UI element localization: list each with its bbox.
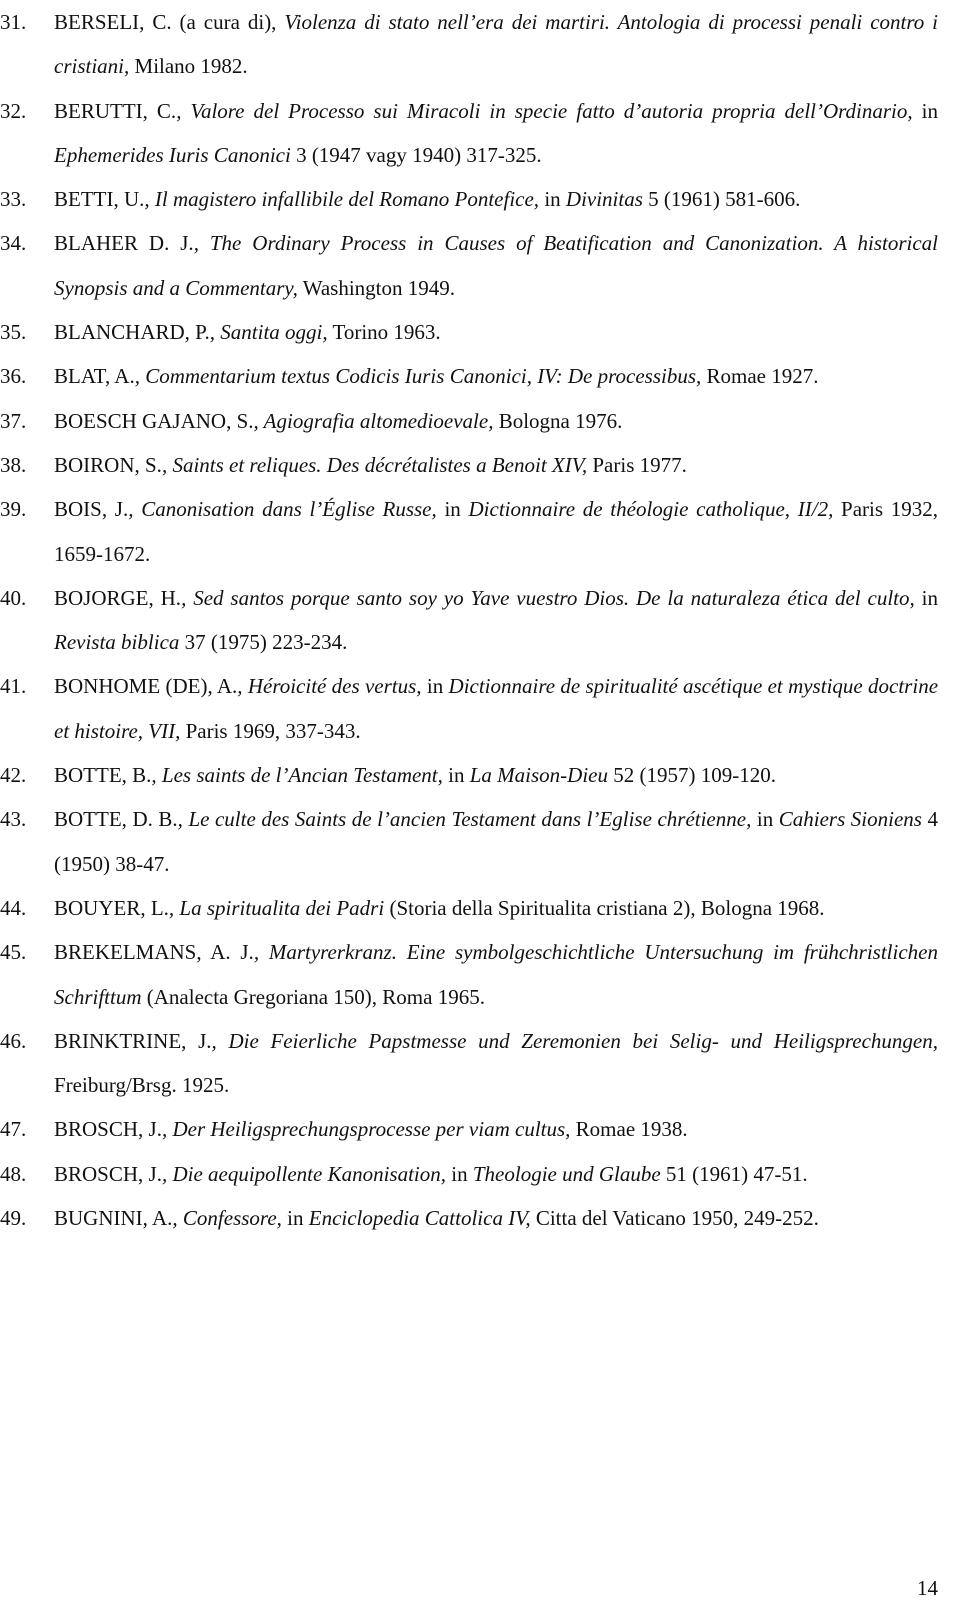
citation-text: BERSELI, C. (a cura di), <box>54 10 285 34</box>
citation-title-text: Dictionnaire de théologie catholique, II/2, <box>468 497 834 522</box>
citation-text: Bologna 1976. <box>493 408 623 433</box>
citation-text: BRINKTRINE, J. <box>54 1028 212 1053</box>
entry-number: 48. <box>0 1161 27 1186</box>
entry-citation <box>54 177 938 221</box>
entry-number: 36. <box>0 364 27 389</box>
citation-title-text: , Le culte des Saints de l’ancien Testament dans l’Eglise chrétienne, <box>177 807 752 832</box>
citation-title-text: Violenza di stato nell’era dei martiri. Antologia di processi penali contro i cristiani, <box>54 10 939 79</box>
bibliography-entry <box>0 310 960 354</box>
bibliography-entry <box>0 576 960 665</box>
citation-title-text: , Canonisation dans l’Église Russe, <box>128 497 437 522</box>
entry-number: 46. <box>0 1028 27 1053</box>
bibliography-entry <box>0 487 960 576</box>
citation-text: 52 (1957) 109-120. <box>607 763 776 788</box>
citation-text: in <box>436 497 469 522</box>
citation-text: BOESCH GAJANO, S. <box>54 408 254 433</box>
entry-number: 49. <box>0 1206 27 1231</box>
citation-title-text: , Santita oggi, <box>209 320 328 345</box>
citation-text: in <box>914 585 938 610</box>
bibliography-entry <box>0 886 960 930</box>
citation-text: in <box>539 187 566 212</box>
entry-citation <box>54 0 938 89</box>
citation-title-text: , Héroicité des vertus, <box>237 674 422 699</box>
bibliography-entry <box>0 1107 960 1151</box>
entry-number: 33. <box>0 187 27 212</box>
citation-title-text: , Agiografia altomedioevale, <box>253 408 494 433</box>
entry-citation <box>54 797 938 886</box>
citation-text: BUGNINI, A. <box>54 1206 173 1231</box>
citation-text: in <box>442 763 470 788</box>
entry-citation <box>54 221 938 310</box>
citation-text: Romae 1938. <box>570 1117 688 1142</box>
citation-title-text: La Maison-Dieu <box>469 763 608 788</box>
entry-citation <box>54 354 938 398</box>
citation-title-text: , Saints et reliques. Des décrétalistes a Benoit XIV, <box>161 452 588 477</box>
entry-number: 44. <box>0 895 27 920</box>
citation-title-text: , Confessore, <box>172 1206 282 1231</box>
citation-text: Freiburg/Brsg. 1925. <box>54 1073 230 1098</box>
citation-text: 51 (1961) 47-51. <box>660 1161 808 1186</box>
entry-citation <box>54 310 938 354</box>
entry-number: 32. <box>0 98 27 123</box>
entry-citation <box>54 664 938 753</box>
citation-title-text: Cahiers Sioniens <box>778 807 922 832</box>
entry-citation <box>54 1152 938 1196</box>
citation-text: BLANCHARD, P. <box>54 320 210 345</box>
citation-text: Washington 1949. <box>297 275 455 300</box>
citation-title-text: , Sed santos porque santo soy yo Yave vuestro Dios. De la naturaleza ética del culto, <box>181 585 915 610</box>
citation-title-text: Ephemerides Iuris Canonici <box>54 142 291 167</box>
citation-title-text: , La spiritualita dei Padri <box>168 895 385 920</box>
entry-number: 43. <box>0 807 27 832</box>
citation-text: BOIRON, S. <box>54 452 162 477</box>
citation-title-text: , Die aequipollente Kanonisation, <box>161 1161 447 1186</box>
citation-text: (Storia della Spiritualita cristiana 2), Bologna 1968. <box>384 895 825 920</box>
citation-title-text: Revista biblica <box>54 630 180 655</box>
bibliography-entry <box>0 0 960 89</box>
entry-citation <box>54 443 938 487</box>
bibliography-entry <box>0 1196 960 1240</box>
citation-title-text: , Commentarium textus Codicis Iuris Canonici, IV: De processibus, <box>134 364 702 389</box>
citation-title-text: , Martyrerkranz. Eine symbolgeschichtliche Untersuchung im frühchristlichen Schrifttum <box>54 940 938 1009</box>
entry-number: 47. <box>0 1117 27 1142</box>
entry-number: 34. <box>0 231 27 256</box>
citation-title-text: , Les saints de l’Ancian Testament, <box>151 763 443 788</box>
citation-text: 37 (1975) 223-234. <box>179 630 348 655</box>
citation-text: BROSCH, J. <box>54 1117 162 1142</box>
citation-title-text: , Valore del Processo sui Miracoli in specie fatto d’autoria propria dell’Ordinario, <box>176 98 913 123</box>
bibliography-entry <box>0 1019 960 1108</box>
citation-text: BOTTE, B. <box>54 763 152 788</box>
entry-citation <box>54 930 938 1019</box>
citation-text: BREKELMANS, A. J. <box>54 940 254 965</box>
citation-text: BOJORGE, H. <box>54 585 182 610</box>
citation-title-text: , Die Feierliche Papstmesse und Zeremonien bei Selig- und Heiligsprechungen, <box>211 1028 938 1053</box>
bibliography-entry <box>0 177 960 221</box>
citation-text: 4 (1950) 38-47. <box>54 807 939 876</box>
citation-text: BOTTE, D. B. <box>54 807 178 832</box>
citation-text: BLAHER D. J. <box>54 231 194 256</box>
entry-citation <box>54 1196 938 1240</box>
citation-text: 5 (1961) 581-606. <box>642 187 801 212</box>
citation-text: Milano 1982. <box>129 54 248 79</box>
citation-title-text: Theologie und Glaube <box>472 1161 661 1186</box>
entry-citation <box>54 576 938 665</box>
citation-title-text: , Der Heiligsprechungsprocesse per viam cultus, <box>161 1117 571 1142</box>
entry-number: 41. <box>0 674 27 699</box>
entry-number: 35. <box>0 320 27 345</box>
citation-text: BOIS, J. <box>54 497 129 522</box>
entry-citation <box>54 399 938 443</box>
page-number: 14 <box>917 1576 938 1600</box>
citation-text: BETTI, U. <box>54 187 145 212</box>
citation-text: BONHOME (DE), A. <box>54 674 238 699</box>
bibliography-entry <box>0 399 960 443</box>
bibliography-entry <box>0 664 960 753</box>
bibliography-entry <box>0 1152 960 1196</box>
entry-citation <box>54 753 938 797</box>
citation-text: (Analecta Gregoriana 150), Roma 1965. <box>141 984 485 1009</box>
entry-citation <box>54 487 938 576</box>
entry-citation <box>54 886 938 930</box>
entry-number: 37. <box>0 408 27 433</box>
citation-text: Paris 1932, 1659-1672. <box>54 497 938 566</box>
citation-text: Paris 1969, 337-343. <box>180 718 361 743</box>
bibliography-entry <box>0 930 960 1019</box>
entry-number: 40. <box>0 585 27 610</box>
citation-text: in <box>912 98 938 123</box>
entry-citation <box>54 1019 938 1108</box>
citation-title-text: , Il magistero infallibile del Romano Pontefice, <box>144 187 540 212</box>
entry-citation <box>54 89 938 178</box>
citation-text: Citta del Vaticano 1950, 249-252. <box>530 1206 819 1231</box>
citation-title-text: , The Ordinary Process in Causes of Beatification and Canonization. A historical Synopsis and a Commentary, <box>54 231 938 300</box>
bibliography-entry <box>0 354 960 398</box>
citation-text: Romae 1927. <box>701 364 819 389</box>
citation-text: BERUTTI, C. <box>54 98 177 123</box>
entry-number: 42. <box>0 763 27 788</box>
citation-text: BLAT, A. <box>54 364 135 389</box>
citation-text: BOUYER, L. <box>54 895 169 920</box>
citation-text: in <box>446 1161 473 1186</box>
entry-number: 38. <box>0 452 27 477</box>
citation-text: Torino 1963. <box>327 320 441 345</box>
citation-title-text: Enciclopedia Cattolica IV, <box>308 1206 531 1231</box>
citation-title-text: Divinitas <box>565 187 643 212</box>
citation-text: 3 (1947 vagy 1940) 317-325. <box>290 142 542 167</box>
entry-number: 39. <box>0 497 27 522</box>
citation-text: BROSCH, J. <box>54 1161 162 1186</box>
entry-number: 45. <box>0 940 27 965</box>
citation-text: in <box>421 674 449 699</box>
bibliography-entry <box>0 221 960 310</box>
bibliography-entry <box>0 443 960 487</box>
citation-text: in <box>751 807 779 832</box>
entry-number: 31. <box>0 10 27 34</box>
citation-text: Paris 1977. <box>587 452 687 477</box>
bibliography-entry <box>0 753 960 797</box>
citation-text: in <box>281 1206 309 1231</box>
citation-title-text: Dictionnaire de spiritualité ascétique et mystique doctrine et histoire, VII, <box>54 674 939 743</box>
entry-citation <box>54 1107 938 1151</box>
bibliography-entry <box>0 797 960 886</box>
bibliography-entry <box>0 89 960 178</box>
